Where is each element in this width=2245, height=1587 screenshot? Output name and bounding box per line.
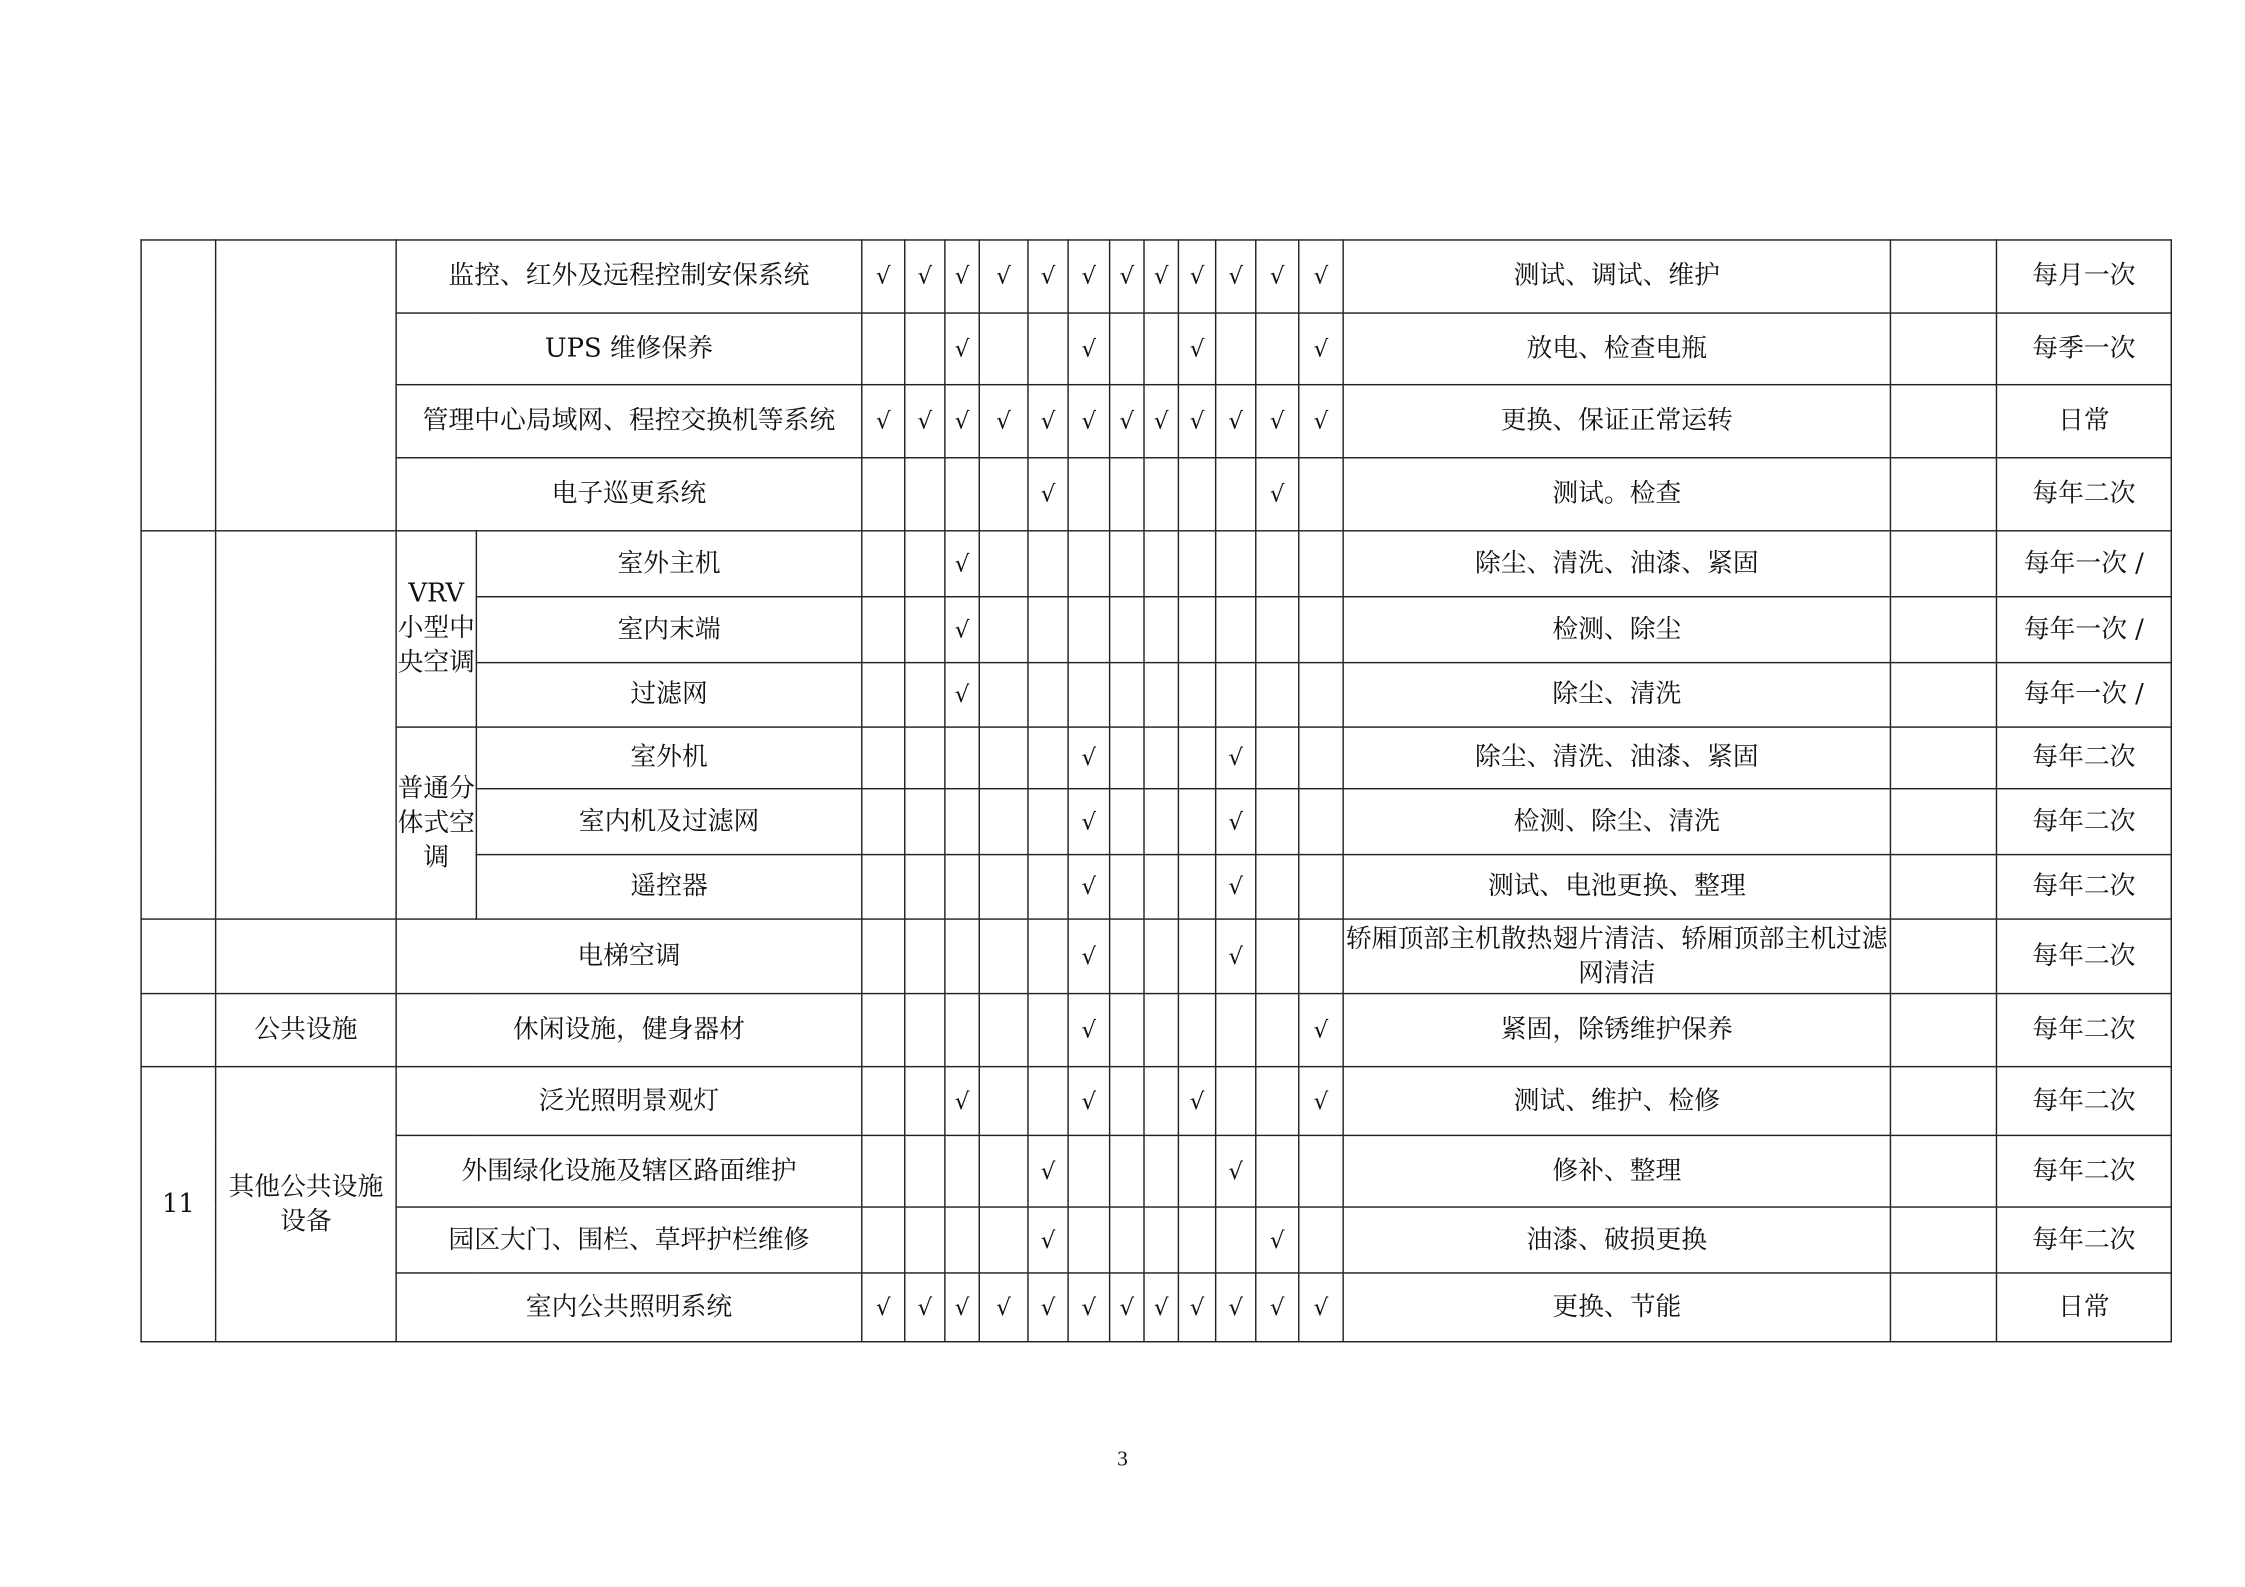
frequency: 每年二次 bbox=[1996, 1207, 2171, 1273]
maintenance-content: 测试、调试、维护 bbox=[1343, 240, 1890, 313]
frequency: 每季一次 bbox=[1996, 313, 2171, 385]
maintenance-content: 更换、保证正常运转 bbox=[1343, 385, 1890, 458]
check-cell bbox=[1256, 1067, 1299, 1136]
check-cell bbox=[1144, 727, 1178, 789]
blank-cell bbox=[1890, 855, 1996, 919]
check-cell bbox=[1110, 1207, 1144, 1273]
check-cell bbox=[979, 855, 1028, 919]
check-cell bbox=[1256, 597, 1299, 663]
check-cell bbox=[945, 458, 979, 531]
check-cell bbox=[979, 597, 1028, 663]
maintenance-content: 检测、除尘 bbox=[1343, 597, 1890, 663]
check-cell bbox=[1178, 789, 1215, 855]
blank-cell bbox=[1890, 1135, 1996, 1207]
page-number: 3 bbox=[1117, 1448, 1128, 1472]
check-cell bbox=[1110, 1067, 1144, 1136]
check-cell bbox=[1144, 597, 1178, 663]
check-mark: √ bbox=[1216, 385, 1256, 458]
frequency: 每年一次 / bbox=[1996, 663, 2171, 727]
check-cell bbox=[1068, 597, 1110, 663]
table-row bbox=[141, 919, 2171, 994]
check-mark: √ bbox=[1216, 855, 1256, 919]
maintenance-content: 放电、检查电瓶 bbox=[1343, 313, 1890, 385]
check-cell bbox=[1068, 1135, 1110, 1207]
check-cell bbox=[1028, 597, 1068, 663]
check-cell bbox=[1144, 1207, 1178, 1273]
check-mark: √ bbox=[1068, 727, 1110, 789]
check-mark: √ bbox=[1178, 1273, 1215, 1342]
frequency: 每月一次 bbox=[1996, 240, 2171, 313]
blank-cell bbox=[1890, 1273, 1996, 1342]
check-cell bbox=[1178, 1135, 1215, 1207]
check-cell bbox=[1110, 919, 1144, 994]
blank-cell bbox=[1890, 313, 1996, 385]
check-mark: √ bbox=[1256, 458, 1299, 531]
check-mark: √ bbox=[1216, 727, 1256, 789]
check-cell bbox=[905, 1135, 945, 1207]
check-mark: √ bbox=[979, 1273, 1028, 1342]
check-mark: √ bbox=[1178, 240, 1215, 313]
check-cell bbox=[1178, 663, 1215, 727]
check-cell bbox=[862, 1067, 905, 1136]
check-cell bbox=[1144, 919, 1178, 994]
check-cell bbox=[905, 855, 945, 919]
maintenance-content: 检测、除尘、清洗 bbox=[1343, 789, 1890, 855]
check-cell bbox=[1299, 597, 1343, 663]
maintenance-content: 除尘、清洗、油漆、紧固 bbox=[1343, 531, 1890, 597]
check-mark: √ bbox=[1068, 1273, 1110, 1342]
check-cell bbox=[1028, 313, 1068, 385]
frequency: 每年二次 bbox=[1996, 1067, 2171, 1136]
check-mark: √ bbox=[1216, 1135, 1256, 1207]
number-cell: 11 bbox=[141, 1067, 216, 1342]
item-name: 室内公共照明系统 bbox=[396, 1273, 862, 1342]
check-mark: √ bbox=[1256, 1273, 1299, 1342]
check-cell bbox=[1110, 313, 1144, 385]
frequency: 每年二次 bbox=[1996, 1135, 2171, 1207]
check-cell bbox=[945, 994, 979, 1067]
check-cell bbox=[1028, 789, 1068, 855]
item-name: 遥控器 bbox=[476, 855, 861, 919]
check-cell bbox=[1299, 789, 1343, 855]
check-cell bbox=[905, 531, 945, 597]
frequency: 每年二次 bbox=[1996, 789, 2171, 855]
check-cell bbox=[1216, 994, 1256, 1067]
check-mark: √ bbox=[1068, 1067, 1110, 1136]
number-cell bbox=[141, 919, 216, 994]
table-row bbox=[141, 531, 2171, 597]
maintenance-content: 除尘、清洗 bbox=[1343, 663, 1890, 727]
check-cell bbox=[1144, 855, 1178, 919]
check-cell bbox=[1216, 313, 1256, 385]
check-cell bbox=[862, 597, 905, 663]
check-cell bbox=[1178, 727, 1215, 789]
check-mark: √ bbox=[1299, 313, 1343, 385]
check-cell bbox=[862, 727, 905, 789]
category-cell: 其他公共设施设备 bbox=[216, 1067, 397, 1342]
check-cell bbox=[1110, 994, 1144, 1067]
category-cell bbox=[216, 531, 397, 919]
check-mark: √ bbox=[945, 1273, 979, 1342]
check-cell bbox=[945, 789, 979, 855]
check-mark: √ bbox=[1028, 1273, 1068, 1342]
check-cell bbox=[1216, 663, 1256, 727]
check-cell bbox=[905, 789, 945, 855]
item-name: 室外主机 bbox=[476, 531, 861, 597]
check-mark: √ bbox=[1299, 994, 1343, 1067]
check-mark: √ bbox=[1256, 385, 1299, 458]
check-cell bbox=[1216, 597, 1256, 663]
check-mark: √ bbox=[945, 385, 979, 458]
check-cell bbox=[905, 597, 945, 663]
check-cell bbox=[979, 313, 1028, 385]
check-mark: √ bbox=[862, 1273, 905, 1342]
check-mark: √ bbox=[1110, 385, 1144, 458]
check-mark: √ bbox=[945, 663, 979, 727]
maintenance-content: 紧固，除锈维护保养 bbox=[1343, 994, 1890, 1067]
check-cell bbox=[979, 994, 1028, 1067]
check-cell bbox=[1028, 663, 1068, 727]
check-mark: √ bbox=[1068, 855, 1110, 919]
check-cell bbox=[1256, 727, 1299, 789]
check-cell bbox=[1144, 994, 1178, 1067]
check-mark: √ bbox=[1110, 240, 1144, 313]
check-cell bbox=[1144, 1067, 1178, 1136]
item-name: 休闲设施，健身器材 bbox=[396, 994, 862, 1067]
item-name: 过滤网 bbox=[476, 663, 861, 727]
table-row bbox=[141, 1273, 2171, 1342]
check-cell bbox=[979, 1207, 1028, 1273]
check-cell bbox=[1256, 1135, 1299, 1207]
check-cell bbox=[1178, 1207, 1215, 1273]
check-cell bbox=[1216, 458, 1256, 531]
blank-cell bbox=[1890, 597, 1996, 663]
check-cell bbox=[862, 789, 905, 855]
blank-cell bbox=[1890, 994, 1996, 1067]
item-name: 泛光照明景观灯 bbox=[396, 1067, 862, 1136]
table-row bbox=[141, 1207, 2171, 1273]
check-mark: √ bbox=[1256, 240, 1299, 313]
category-cell bbox=[216, 240, 397, 531]
category-cell: 公共设施 bbox=[216, 994, 397, 1067]
check-mark: √ bbox=[1299, 1273, 1343, 1342]
table-row bbox=[141, 458, 2171, 531]
check-cell bbox=[1068, 458, 1110, 531]
check-cell bbox=[1256, 313, 1299, 385]
check-mark: √ bbox=[1299, 385, 1343, 458]
item-name: 室内末端 bbox=[476, 597, 861, 663]
check-cell bbox=[1178, 458, 1215, 531]
check-cell bbox=[1144, 531, 1178, 597]
check-mark: √ bbox=[1068, 240, 1110, 313]
check-mark: √ bbox=[1144, 240, 1178, 313]
check-cell bbox=[1068, 531, 1110, 597]
maintenance-content: 测试、维护、检修 bbox=[1343, 1067, 1890, 1136]
table-row bbox=[141, 313, 2171, 385]
check-cell bbox=[1178, 531, 1215, 597]
item-name: 外围绿化设施及辖区路面维护 bbox=[396, 1135, 862, 1207]
check-mark: √ bbox=[1068, 919, 1110, 994]
blank-cell bbox=[1890, 919, 1996, 994]
check-cell bbox=[862, 531, 905, 597]
check-mark: √ bbox=[1299, 240, 1343, 313]
frequency: 日常 bbox=[1996, 385, 2171, 458]
blank-cell bbox=[1890, 727, 1996, 789]
check-cell bbox=[979, 1135, 1028, 1207]
check-mark: √ bbox=[1178, 1067, 1215, 1136]
blank-cell bbox=[1890, 531, 1996, 597]
check-mark: √ bbox=[1216, 1273, 1256, 1342]
item-name: 室内机及过滤网 bbox=[476, 789, 861, 855]
item-name: 室外机 bbox=[476, 727, 861, 789]
check-cell bbox=[862, 663, 905, 727]
check-cell bbox=[862, 313, 905, 385]
maintenance-content: 修补、整理 bbox=[1343, 1135, 1890, 1207]
number-cell bbox=[141, 994, 216, 1067]
check-mark: √ bbox=[1028, 458, 1068, 531]
frequency: 每年二次 bbox=[1996, 994, 2171, 1067]
maintenance-content: 更换、节能 bbox=[1343, 1273, 1890, 1342]
equipment-group-cell: VRV 小型中央空调 bbox=[396, 531, 476, 727]
table-row bbox=[141, 727, 2171, 789]
check-cell bbox=[862, 1207, 905, 1273]
table-row bbox=[141, 1067, 2171, 1136]
check-mark: √ bbox=[979, 385, 1028, 458]
check-cell bbox=[905, 458, 945, 531]
frequency: 每年二次 bbox=[1996, 458, 2171, 531]
check-mark: √ bbox=[1068, 789, 1110, 855]
check-cell bbox=[1028, 531, 1068, 597]
table-row bbox=[141, 994, 2171, 1067]
check-cell bbox=[1068, 1207, 1110, 1273]
check-mark: √ bbox=[945, 240, 979, 313]
check-cell bbox=[1110, 597, 1144, 663]
check-cell bbox=[1299, 855, 1343, 919]
check-mark: √ bbox=[905, 240, 945, 313]
blank-cell bbox=[1890, 385, 1996, 458]
check-cell bbox=[905, 663, 945, 727]
check-cell bbox=[1178, 919, 1215, 994]
check-mark: √ bbox=[1028, 240, 1068, 313]
check-cell bbox=[1110, 663, 1144, 727]
check-cell bbox=[1256, 994, 1299, 1067]
check-cell bbox=[1256, 855, 1299, 919]
check-cell bbox=[1110, 789, 1144, 855]
check-cell bbox=[1110, 531, 1144, 597]
item-name: 园区大门、围栏、草坪护栏维修 bbox=[396, 1207, 862, 1273]
check-cell bbox=[1110, 458, 1144, 531]
blank-cell bbox=[1890, 458, 1996, 531]
check-cell bbox=[979, 1067, 1028, 1136]
check-mark: √ bbox=[1068, 313, 1110, 385]
number-cell bbox=[141, 531, 216, 919]
check-cell bbox=[1028, 994, 1068, 1067]
frequency: 每年一次 / bbox=[1996, 531, 2171, 597]
maintenance-content: 除尘、清洗、油漆、紧固 bbox=[1343, 727, 1890, 789]
check-mark: √ bbox=[1299, 1067, 1343, 1136]
blank-cell bbox=[1890, 1207, 1996, 1273]
maintenance-content: 轿厢顶部主机散热翅片清洁、轿厢顶部主机过滤网清洁 bbox=[1343, 919, 1890, 994]
check-cell bbox=[979, 458, 1028, 531]
frequency: 每年二次 bbox=[1996, 727, 2171, 789]
check-cell bbox=[945, 1135, 979, 1207]
check-mark: √ bbox=[1028, 385, 1068, 458]
check-cell bbox=[862, 1135, 905, 1207]
table-row bbox=[141, 1135, 2171, 1207]
item-name: 管理中心局域网、程控交换机等系统 bbox=[396, 385, 862, 458]
check-cell bbox=[1178, 855, 1215, 919]
check-cell bbox=[1256, 789, 1299, 855]
check-cell bbox=[905, 1207, 945, 1273]
check-mark: √ bbox=[1028, 1135, 1068, 1207]
frequency: 每年一次 / bbox=[1996, 597, 2171, 663]
check-cell bbox=[1299, 531, 1343, 597]
check-cell bbox=[1299, 919, 1343, 994]
item-name: 电子巡更系统 bbox=[396, 458, 862, 531]
maintenance-content: 测试、电池更换、整理 bbox=[1343, 855, 1890, 919]
check-cell bbox=[979, 663, 1028, 727]
check-cell bbox=[1299, 727, 1343, 789]
number-cell bbox=[141, 240, 216, 531]
check-cell bbox=[979, 531, 1028, 597]
maintenance-schedule-table bbox=[140, 239, 2172, 1342]
check-cell bbox=[905, 727, 945, 789]
check-cell bbox=[1110, 855, 1144, 919]
check-cell bbox=[1028, 1067, 1068, 1136]
check-cell bbox=[1144, 1135, 1178, 1207]
check-cell bbox=[945, 1207, 979, 1273]
check-cell bbox=[1299, 663, 1343, 727]
check-cell bbox=[862, 458, 905, 531]
blank-cell bbox=[1890, 1067, 1996, 1136]
check-mark: √ bbox=[945, 597, 979, 663]
check-cell bbox=[1110, 1135, 1144, 1207]
check-mark: √ bbox=[1256, 1207, 1299, 1273]
check-cell bbox=[1299, 1207, 1343, 1273]
check-cell bbox=[1144, 458, 1178, 531]
check-mark: √ bbox=[862, 240, 905, 313]
check-mark: √ bbox=[1178, 313, 1215, 385]
check-cell bbox=[1110, 727, 1144, 789]
check-mark: √ bbox=[1178, 385, 1215, 458]
check-mark: √ bbox=[1110, 1273, 1144, 1342]
check-cell bbox=[1068, 663, 1110, 727]
frequency: 每年二次 bbox=[1996, 919, 2171, 994]
equipment-group-cell: 普通分体式空调 bbox=[396, 727, 476, 919]
check-cell bbox=[1299, 1135, 1343, 1207]
maintenance-content: 油漆、破损更换 bbox=[1343, 1207, 1890, 1273]
check-cell bbox=[1028, 919, 1068, 994]
check-mark: √ bbox=[945, 313, 979, 385]
check-cell bbox=[1144, 663, 1178, 727]
check-mark: √ bbox=[1216, 789, 1256, 855]
blank-cell bbox=[1890, 663, 1996, 727]
table-row bbox=[141, 240, 2171, 313]
item-name: 电梯空调 bbox=[396, 919, 862, 994]
check-cell bbox=[979, 789, 1028, 855]
check-mark: √ bbox=[1216, 240, 1256, 313]
check-mark: √ bbox=[905, 385, 945, 458]
check-cell bbox=[1256, 919, 1299, 994]
check-mark: √ bbox=[1028, 1207, 1068, 1273]
category-cell bbox=[216, 919, 397, 994]
blank-cell bbox=[1890, 789, 1996, 855]
check-cell bbox=[945, 727, 979, 789]
check-cell bbox=[945, 919, 979, 994]
check-cell bbox=[862, 919, 905, 994]
check-cell bbox=[1216, 1207, 1256, 1273]
check-cell bbox=[979, 919, 1028, 994]
check-cell bbox=[945, 855, 979, 919]
check-cell bbox=[1178, 994, 1215, 1067]
check-cell bbox=[979, 727, 1028, 789]
check-mark: √ bbox=[1216, 919, 1256, 994]
check-cell bbox=[1028, 855, 1068, 919]
check-cell bbox=[905, 313, 945, 385]
check-mark: √ bbox=[945, 531, 979, 597]
frequency: 每年二次 bbox=[1996, 855, 2171, 919]
check-mark: √ bbox=[862, 385, 905, 458]
check-cell bbox=[1144, 789, 1178, 855]
check-cell bbox=[1299, 458, 1343, 531]
item-name: 监控、红外及远程控制安保系统 bbox=[396, 240, 862, 313]
check-mark: √ bbox=[1144, 385, 1178, 458]
frequency: 日常 bbox=[1996, 1273, 2171, 1342]
check-cell bbox=[905, 1067, 945, 1136]
check-cell bbox=[1144, 313, 1178, 385]
check-mark: √ bbox=[1144, 1273, 1178, 1342]
check-cell bbox=[1256, 663, 1299, 727]
blank-cell bbox=[1890, 240, 1996, 313]
check-mark: √ bbox=[1068, 994, 1110, 1067]
check-cell bbox=[905, 994, 945, 1067]
check-mark: √ bbox=[979, 240, 1028, 313]
check-cell bbox=[1028, 727, 1068, 789]
maintenance-content: 测试。检查 bbox=[1343, 458, 1890, 531]
check-cell bbox=[1216, 1067, 1256, 1136]
table-row bbox=[141, 385, 2171, 458]
check-cell bbox=[862, 855, 905, 919]
check-cell bbox=[1256, 531, 1299, 597]
check-mark: √ bbox=[1068, 385, 1110, 458]
check-cell bbox=[905, 919, 945, 994]
check-cell bbox=[862, 994, 905, 1067]
check-mark: √ bbox=[905, 1273, 945, 1342]
check-mark: √ bbox=[945, 1067, 979, 1136]
check-cell bbox=[1178, 597, 1215, 663]
item-name: UPS 维修保养 bbox=[396, 313, 862, 385]
check-cell bbox=[1216, 531, 1256, 597]
